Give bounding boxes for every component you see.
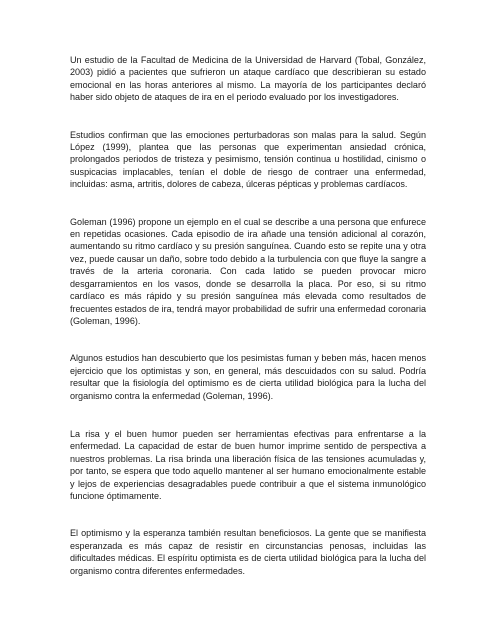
paragraph-goleman-anger: Goleman (1996) propone un ejemplo en el cual se describe a una persona que enfurece en repetidas ocasiones. Cada episodio de ira añade una tensión adicional al corazón, aumentando su ritmo cardíaco y su presión sanguínea. Cuando esto se repite una y otra vez, puede causar un daño, sobre todo debido a la turbulencia con que fluye la sangre a través de la arteria coronaria. Con cada latido se pueden provocar micro desgarramientos en los vasos, donde se desarrolla la placa. Por eso, si su ritmo cardíaco es más rápido y su presión sanguínea más elevada como resultados de frecuentes estados de ira, tendrá mayor probabilidad de sufrir una enfermedad coronaria (Goleman, 1996). <box>70 216 426 326</box>
paragraph-laughter-humor: La risa y el buen humor pueden ser herramientas efectivas para enfrentarse a la enfermedad. La capacidad de estar de buen humor imprime sentido de perspectiva a nuestros problemas. La risa brinda una liberación física de las tensiones acumuladas y, por tanto, se espera que todo aquello mantener al ser humano emocionalmente estable y lejos de experiencias desagradables puede contribuir a que el sistema inmunológico funcione óptimamente. <box>70 428 426 501</box>
paragraph-optimism-hope: El optimismo y la esperanza también resultan beneficiosos. La gente que se manifiesta esperanzada es más capaz de resistir en circunstancias penosas, incluidas las dificultades médicas. El espíritu optimista es de cierta utilidad biológica para la lucha del organismo contra diferentes enfermedades. <box>70 528 426 576</box>
paragraph-pessimists: Algunos estudios han descubierto que los pesimistas fuman y beben más, hacen menos ejercicio que los optimistas y son, en general, más descuidados con su salud. Podría resultar que la fisiología del optimismo es de cierta utilidad biológica para la lucha del organismo contra la enfermedad (Goleman, 1996). <box>70 353 426 401</box>
paragraph-harvard-study: Un estudio de la Facultad de Medicina de la Universidad de Harvard (Tobal, González, 2003) pidió a pacientes que sufrieron un ataque cardíaco que describieran su estado emocional en las horas anteriores al mismo. La mayoría de los participantes declaró haber sido objeto de ataques de ira en el periodo evaluado por los investigadores. <box>70 55 426 103</box>
paragraph-disturbing-emotions: Estudios confirman que las emociones perturbadoras son malas para la salud. Según López (1999), plantea que las personas que experimentan ansiedad crónica, prolongados periodos de tristeza y pesimismo, tensión continua u hostilidad, cinismo o suspicacias implacables, tenían el doble de riesgo de contraer una enfermedad, incluidas: asma, artritis, dolores de cabeza, úlceras pépticas y problemas cardíacos. <box>70 129 426 190</box>
document-page <box>70 54 426 577</box>
